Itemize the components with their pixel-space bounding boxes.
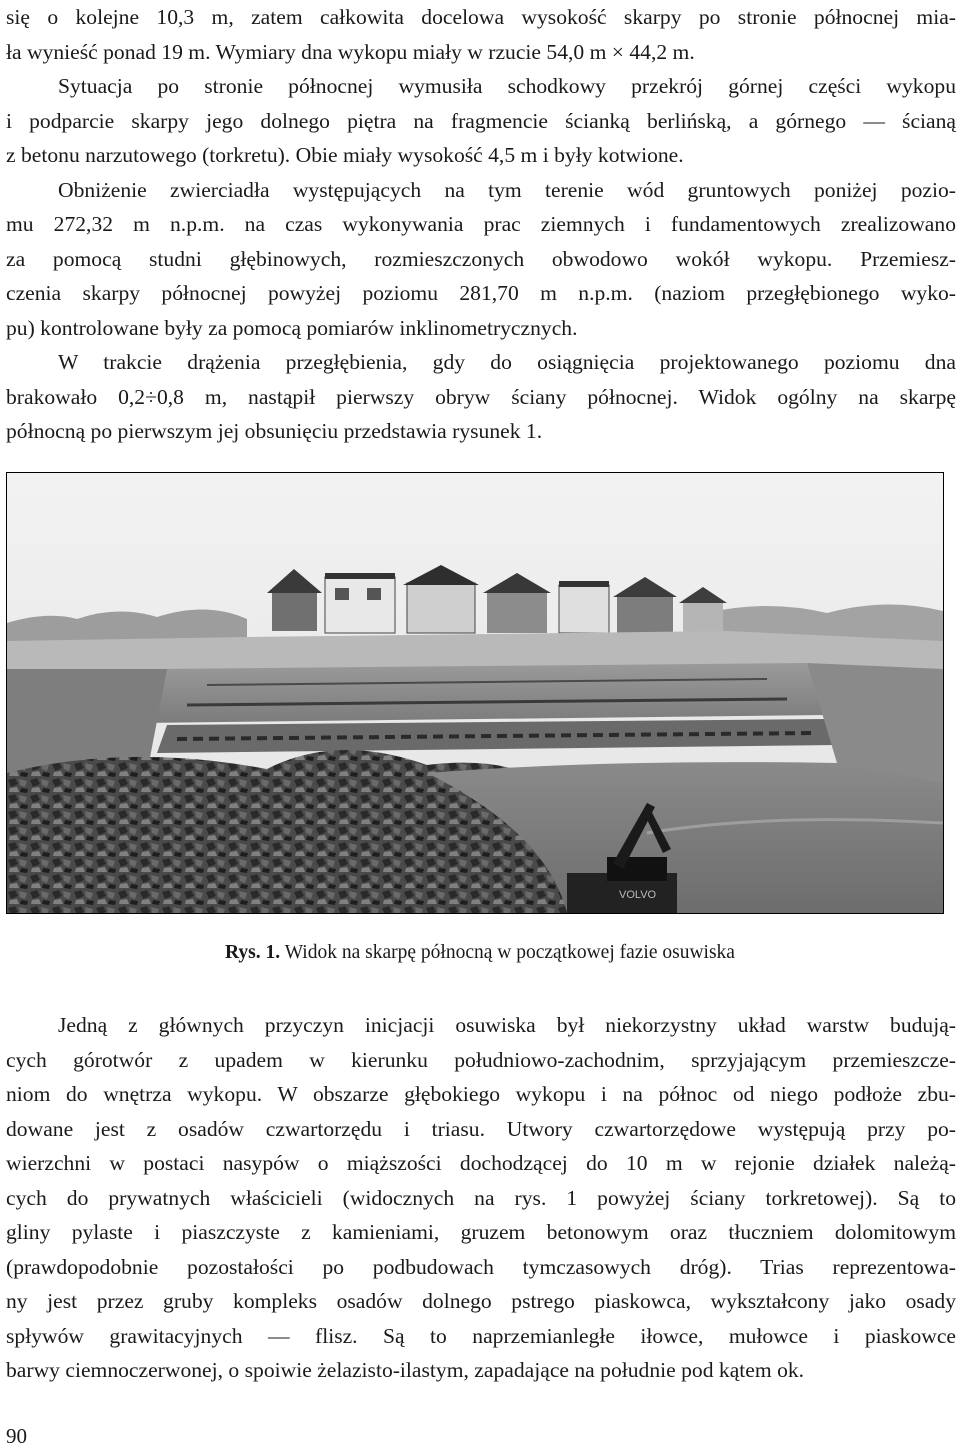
text-line: z betonu narzutowego (torkretu). Obie miały wysokość 4,5 m i były kotwione. [6, 143, 684, 167]
text-line: barwy ciemnoczerwonej, o spoiwie żelazisto-ilastym, zapadające na południe pod kątem ok. [6, 1358, 805, 1382]
text-line: ny jest przez gruby kompleks osadów dolnego pstrego piaskowca, wykształcony jako osady [6, 1289, 956, 1313]
text-line: i podparcie skarpy jego dolnego piętra na fragmencie ścianką berlińską, a górnego — ścianą [6, 108, 956, 133]
paragraph [6, 1008, 956, 1388]
text-line: dowane jest z osadów czwartorzędu i triasu. Utwory czwartorzędowe występują przy po- [6, 1116, 956, 1141]
body-text-top [6, 0, 956, 449]
figure-photo [6, 472, 944, 914]
text-line: wierzchni w postaci nasypów o miąższości dochodzącej do 10 m w rejonie działek należą- [6, 1151, 956, 1175]
text-line: brakowało 0,2÷0,8 m, nastąpił pierwszy obryw ściany północnej. Widok ogólny na skarpę [6, 384, 956, 409]
text-line: się o kolejne 10,3 m, zatem całkowita docelowa wysokość skarpy po stronie północnej mia- [6, 5, 956, 29]
text-line: północną po pierwszym jej obsunięciu przedstawia rysunek 1. [6, 419, 543, 443]
text-line: W trakcie drążenia przegłębienia, gdy do osiągnięcia projektowanego poziomu dna [58, 350, 956, 374]
page-number: 90 [6, 1424, 27, 1448]
text-line: cych do prywatnych właścicieli (widocznych na rys. 1 powyżej ściany torkretowej). Są to [6, 1185, 956, 1210]
paragraph [6, 173, 956, 346]
text-line: czenia skarpy północnej powyżej poziomu 281,70 m n.p.m. (naziom przegłębionego wyko- [6, 281, 956, 305]
retaining-wall [137, 663, 837, 753]
caption-label: Rys. 1. [225, 942, 281, 963]
text-line: (prawdopodobnie pozostałości po podbudowach tymczasowych dróg). Trias reprezentowa- [6, 1254, 956, 1279]
excavator-brand-label: VOLVO [619, 889, 657, 901]
caption-text: Widok na skarpę północną w początkowej fazie osuwiska [284, 942, 735, 963]
text-line: Sytuacja po stronie północnej wymusiła schodkowy przekrój górnej części wykopu [58, 74, 956, 98]
text-line: za pomocą studni głębinowych, rozmieszczonych obwodowo wokół wykopu. Przemiesz- [6, 246, 956, 271]
paragraph [6, 69, 956, 173]
text-line: niom do wnętrza wykopu. W obszarze głębokiego wykopu i na północ od niego podłoże zbu- [6, 1082, 956, 1106]
body-text-bottom [6, 1008, 956, 1388]
figure-caption [0, 940, 960, 966]
text-line: spływów grawitacyjnych — flisz. Są to naprzemianległe iłowce, mułowce i piaskowce [6, 1323, 956, 1348]
text-line: Jedną z głównych przyczyn inicjacji osuwiska był niekorzystny układ warstw budują- [58, 1013, 956, 1037]
text-line: Obniżenie zwierciadła występujących na tym terenie wód gruntowych poniżej pozio- [58, 177, 956, 202]
text-line: mu 272,32 m n.p.m. na czas wykonywania prac ziemnych i fundamentowych zrealizowano [6, 212, 956, 236]
text-line: cych górotwór z upadem w kierunku południowo-zachodnim, sprzyjającym przemieszcze- [6, 1047, 956, 1072]
text-line: ła wynieść ponad 19 m. Wymiary dna wykopu miały w rzucie 54,0 m × 44,2 m. [6, 39, 695, 64]
paragraph [6, 345, 956, 449]
text-line: gliny pylaste i piaszczyste z kamieniami, gruzem betonowym oraz tłuczniem dolomitowym [6, 1220, 956, 1244]
excavation-photo-image [7, 473, 943, 913]
text-line: pu) kontrolowane były za pomocą pomiarów inklinometrycznych. [6, 315, 578, 340]
paragraph [6, 0, 956, 69]
